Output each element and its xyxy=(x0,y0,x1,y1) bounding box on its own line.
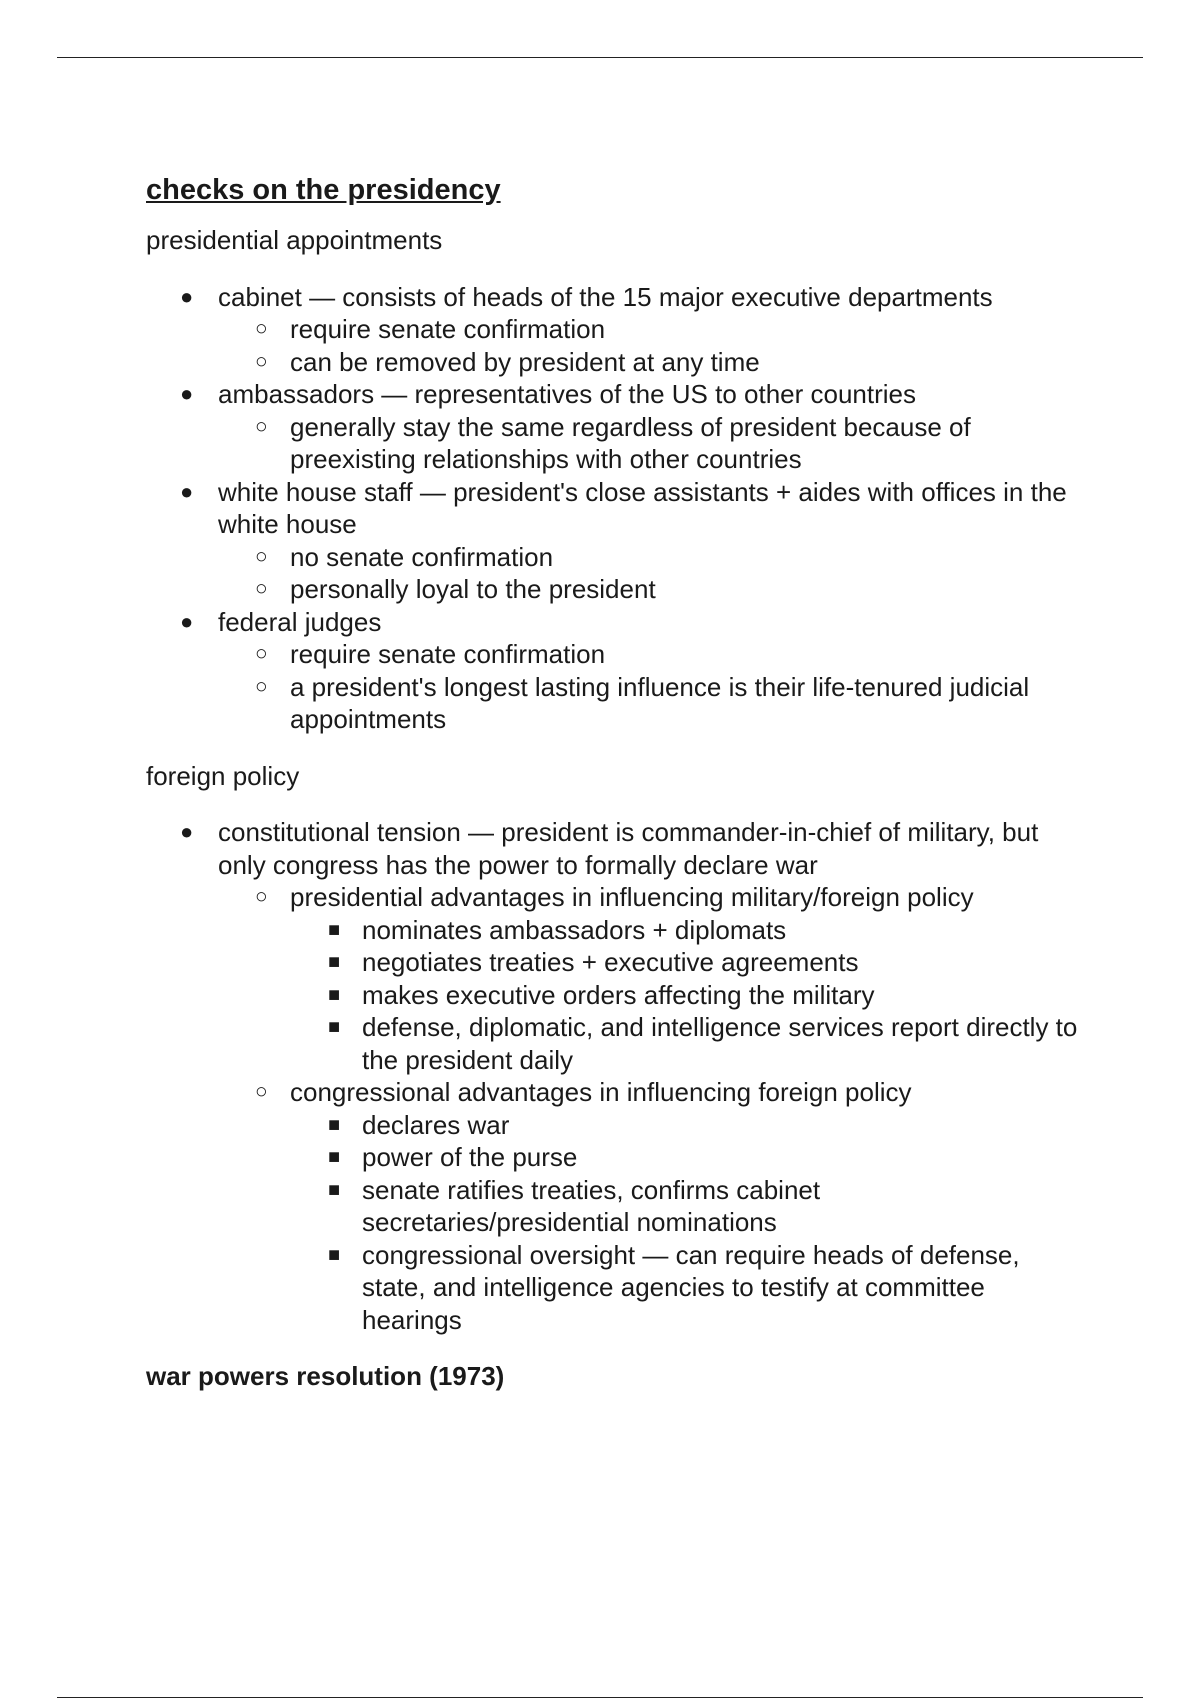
list-item-text: nominates ambassadors + diplomats xyxy=(362,914,787,945)
bullet-circle-icon: ○ xyxy=(255,544,268,568)
list-item-text: ambassadors — representatives of the US to other countries xyxy=(218,379,917,409)
list-item-text: congressional oversight — can require heads of defense, state, and intelligence agencies to testify at committee hearings xyxy=(362,1239,1020,1335)
list-item xyxy=(290,1011,1086,1076)
page-title: checks on the presidency xyxy=(146,174,501,206)
document-body xyxy=(146,168,1086,1393)
list-item-text: personally loyal to the president xyxy=(290,574,656,604)
list-item xyxy=(218,638,1086,671)
list-item xyxy=(290,914,1086,947)
bullet-square-icon: ■ xyxy=(328,1178,341,1201)
list-item-text: require senate confirmation xyxy=(290,314,606,344)
bullet-square-icon: ■ xyxy=(328,983,341,1006)
bottom-rule xyxy=(57,1697,1143,1698)
list-item-text: cabinet — consists of heads of the 15 major executive departments xyxy=(218,281,993,312)
list-item-text: congressional advantages in influencing foreign policy xyxy=(290,1077,912,1107)
list-item xyxy=(218,573,1086,606)
list-item-text: power of the purse xyxy=(362,1142,578,1172)
list-item xyxy=(290,979,1086,1012)
sub-sub-list xyxy=(290,914,1086,1077)
bullet-square-icon: ■ xyxy=(328,918,341,941)
sub-list xyxy=(218,541,1086,606)
list-item xyxy=(290,1239,1086,1337)
list-item-text: white house staff — president's close assistants + aides with offices in the white house xyxy=(218,476,1067,539)
bullet-circle-icon: ○ xyxy=(255,414,268,438)
bullet-circle-icon: ○ xyxy=(255,577,268,600)
bullet-circle-icon: ○ xyxy=(255,642,268,665)
list-item xyxy=(290,1109,1086,1142)
sub-list xyxy=(218,638,1086,736)
sub-list xyxy=(218,313,1086,378)
bullet-disc-icon: ● xyxy=(180,608,194,634)
top-rule xyxy=(57,57,1143,58)
list-item xyxy=(146,816,1086,1336)
bullet-disc-icon: ● xyxy=(180,381,194,406)
list-item xyxy=(218,313,1086,346)
list-item xyxy=(218,411,1086,476)
bullet-square-icon: ■ xyxy=(328,1016,341,1038)
bullet-circle-icon: ○ xyxy=(255,1080,268,1103)
section-heading-war-powers: war powers resolution (1973) xyxy=(146,1361,505,1391)
bullet-disc-icon: ● xyxy=(180,478,194,504)
list-item xyxy=(146,281,1086,379)
list-item-text: require senate confirmation xyxy=(290,639,606,669)
list-item-text: no senate confirmation xyxy=(290,541,554,572)
sub-list xyxy=(218,881,1086,1336)
list-item-text: generally stay the same regardless of president because of preexisting relationships with other countries xyxy=(290,411,971,474)
list-item-text: senate ratifies treaties, confirms cabinet secretaries/presidential nominations xyxy=(362,1174,821,1237)
list-item xyxy=(218,541,1086,574)
list-item xyxy=(218,1076,1086,1336)
bullet-circle-icon: ○ xyxy=(255,674,268,698)
list-item xyxy=(146,606,1086,736)
bullet-square-icon: ■ xyxy=(328,1113,341,1136)
bullet-disc-icon: ● xyxy=(180,819,194,844)
bullet-circle-icon: ○ xyxy=(255,317,268,340)
section-heading-foreign-policy: foreign policy xyxy=(146,760,300,791)
list-item xyxy=(218,881,1086,1076)
list-item-text: makes executive orders affecting the military xyxy=(362,979,875,1010)
list-item-text: federal judges xyxy=(218,606,382,637)
list-item xyxy=(290,1174,1086,1239)
foreign-policy-list xyxy=(146,816,1086,1336)
bullet-circle-icon: ○ xyxy=(255,885,268,908)
list-item xyxy=(146,378,1086,476)
sub-sub-list xyxy=(290,1109,1086,1337)
list-item-text: presidential advantages in influencing military/foreign policy xyxy=(290,882,974,912)
list-item xyxy=(290,946,1086,979)
bullet-square-icon: ■ xyxy=(328,951,341,973)
list-item-text: a president's longest lasting influence is their life-tenured judicial appointments xyxy=(290,671,1030,734)
bullet-circle-icon: ○ xyxy=(255,349,268,373)
section-heading-appointments: presidential appointments xyxy=(146,225,443,255)
bullet-square-icon: ■ xyxy=(328,1146,341,1168)
list-item xyxy=(218,671,1086,736)
sub-list xyxy=(218,411,1086,476)
list-item xyxy=(218,346,1086,379)
list-item-text: constitutional tension — president is commander-in-chief of military, but only congress has the power to formally declare war xyxy=(218,817,1039,880)
list-item xyxy=(146,476,1086,606)
appointments-list xyxy=(146,281,1086,736)
bullet-disc-icon: ● xyxy=(180,283,194,309)
list-item-text: negotiates treaties + executive agreements xyxy=(362,947,859,977)
list-item-text: can be removed by president at any time xyxy=(290,346,760,377)
list-item xyxy=(290,1141,1086,1174)
list-item-text: declares war xyxy=(362,1109,510,1140)
bullet-square-icon: ■ xyxy=(328,1243,341,1266)
list-item-text: defense, diplomatic, and intelligence services report directly to the president daily xyxy=(362,1012,1078,1075)
